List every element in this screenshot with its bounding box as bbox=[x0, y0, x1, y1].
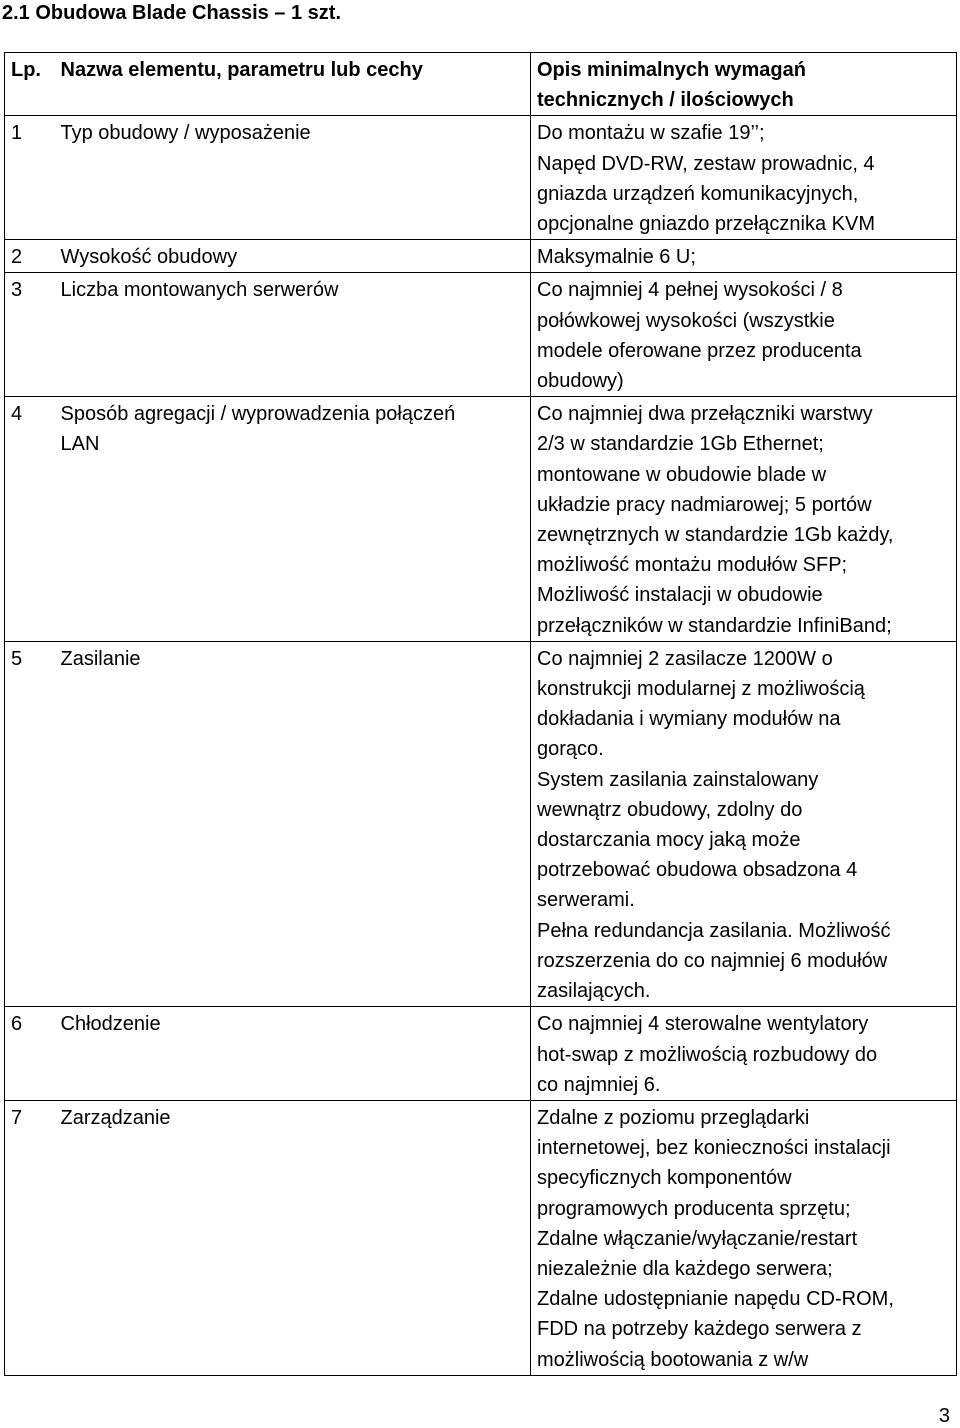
row-name bbox=[55, 1100, 531, 1375]
spec-table bbox=[4, 52, 957, 1376]
table-row bbox=[5, 1100, 957, 1375]
row-description bbox=[531, 273, 957, 397]
row-name-line: Liczba montowanych serwerów bbox=[60, 279, 339, 302]
row-name-line: LAN bbox=[60, 433, 100, 456]
row-number: 7 bbox=[5, 1100, 55, 1375]
row-name bbox=[55, 273, 531, 397]
header-desc bbox=[531, 53, 957, 116]
row-description-line: rozszerzenia do co najmniej 6 modułów bbox=[537, 949, 888, 972]
table-row bbox=[5, 116, 957, 240]
row-description-line: Zdalne z poziomu przeglądarki bbox=[537, 1106, 810, 1129]
row-description-line: internetowej, bez konieczności instalacji bbox=[537, 1137, 891, 1160]
row-number: 3 bbox=[5, 273, 55, 397]
row-description-line: gniazda urządzeń komunikacyjnych, bbox=[537, 182, 859, 205]
row-description-line: Zdalne udostępnianie napędu CD-ROM, bbox=[537, 1288, 894, 1311]
row-name-line: Chłodzenie bbox=[60, 1013, 161, 1036]
table-row bbox=[5, 273, 957, 397]
row-number: 2 bbox=[5, 240, 55, 273]
header-desc-line: Opis minimalnych wymagań bbox=[537, 59, 806, 81]
row-description-line: programowych producenta sprzętu; bbox=[537, 1197, 851, 1220]
row-description-line: wewnątrz obudowy, zdolny do bbox=[537, 798, 803, 821]
row-description-line: opcjonalne gniazdo przełącznika KVM bbox=[537, 213, 875, 236]
table-row bbox=[5, 240, 957, 273]
row-description-line: specyficznych komponentów bbox=[537, 1167, 792, 1190]
row-description-line: obudowy) bbox=[537, 370, 624, 393]
row-name bbox=[55, 641, 531, 1006]
table-header-row bbox=[5, 53, 957, 116]
row-description bbox=[531, 1100, 957, 1375]
row-description-line: Co najmniej 4 sterowalne wentylatory bbox=[537, 1013, 869, 1036]
row-description-line: hot-swap z możliwością rozbudowy do bbox=[537, 1043, 878, 1066]
row-description-line: Co najmniej 4 pełnej wysokości / 8 bbox=[537, 279, 843, 302]
row-description-line: zewnętrznych w standardzie 1Gb każdy, bbox=[537, 524, 894, 547]
header-name bbox=[55, 53, 531, 116]
header-num-label: Lp. bbox=[11, 59, 41, 81]
row-description-line: dostarczania mocy jaką może bbox=[537, 829, 801, 852]
row-description-line: co najmniej 6. bbox=[537, 1073, 661, 1096]
row-description-line: przełączników w standardzie InfiniBand; bbox=[537, 614, 892, 637]
row-description-line: potrzebować obudowa obsadzona 4 bbox=[537, 859, 858, 882]
table-body bbox=[5, 116, 957, 1375]
row-name-line: Sposób agregacji / wyprowadzenia połączeń bbox=[60, 403, 456, 426]
header-desc-line: technicznych / ilościowych bbox=[537, 89, 794, 112]
row-description-line: Zdalne włączanie/wyłączanie/restart bbox=[537, 1227, 858, 1250]
row-name-line: Typ obudowy / wyposażenie bbox=[60, 122, 311, 145]
row-description-line: Co najmniej 2 zasilacze 1200W o bbox=[537, 647, 833, 670]
row-description-line: serwerami. bbox=[537, 889, 635, 912]
row-number: 4 bbox=[5, 397, 55, 642]
row-number: 1 bbox=[5, 116, 55, 240]
row-description-line: 2/3 w standardzie 1Gb Ethernet; bbox=[537, 433, 824, 456]
table-row bbox=[5, 641, 957, 1006]
row-description-line: Pełna redundancja zasilania. Możliwość bbox=[537, 919, 891, 942]
row-description-line: Co najmniej dwa przełączniki warstwy bbox=[537, 403, 873, 426]
header-num bbox=[5, 53, 55, 116]
row-name-line: Zarządzanie bbox=[60, 1106, 171, 1129]
row-description-line: konstrukcji modularnej z możliwością bbox=[537, 678, 865, 701]
row-description-line: FDD na potrzeby każdego serwera z bbox=[537, 1318, 862, 1341]
row-description-line: montowane w obudowie blade w bbox=[537, 463, 827, 486]
row-name bbox=[55, 240, 531, 273]
row-description-line: System zasilania zainstalowany bbox=[537, 768, 819, 791]
row-number: 5 bbox=[5, 641, 55, 1006]
row-description bbox=[531, 397, 957, 642]
row-description-line: Maksymalnie 6 U; bbox=[537, 246, 696, 269]
row-name bbox=[55, 397, 531, 642]
row-description-line: zasilających. bbox=[537, 980, 651, 1003]
row-description bbox=[531, 240, 957, 273]
row-name bbox=[55, 116, 531, 240]
row-description-line: Do montażu w szafie 19’’; bbox=[537, 122, 765, 145]
header-name-label: Nazwa elementu, parametru lub cechy bbox=[60, 59, 423, 81]
row-name-line: Zasilanie bbox=[60, 647, 141, 670]
table-row bbox=[5, 1007, 957, 1101]
row-description-line: Możliwość instalacji w obudowie bbox=[537, 584, 823, 607]
row-description-line: dokładania i wymiany modułów na bbox=[537, 708, 841, 731]
row-description-line: Napęd DVD-RW, zestaw prowadnic, 4 bbox=[537, 152, 875, 175]
row-description bbox=[531, 1007, 957, 1101]
row-description-line: gorąco. bbox=[537, 738, 604, 761]
row-description-line: możliwością bootowania z w/w bbox=[537, 1348, 809, 1371]
row-description bbox=[531, 116, 957, 240]
row-name bbox=[55, 1007, 531, 1101]
row-description-line: połówkowej wysokości (wszystkie bbox=[537, 309, 835, 332]
row-description-line: układzie pracy nadmiarowej; 5 portów bbox=[537, 493, 872, 516]
table-row bbox=[5, 397, 957, 642]
row-description-line: niezależnie dla każdego serwera; bbox=[537, 1257, 833, 1280]
row-description-line: modele oferowane przez producenta bbox=[537, 339, 862, 362]
row-number: 6 bbox=[5, 1007, 55, 1101]
page-number: 3 bbox=[938, 1405, 950, 1427]
row-name-line: Wysokość obudowy bbox=[60, 246, 238, 269]
row-description bbox=[531, 641, 957, 1006]
row-description-line: możliwość montażu modułów SFP; bbox=[537, 554, 848, 577]
section-heading: 2.1 Obudowa Blade Chassis – 1 szt. bbox=[2, 2, 342, 24]
